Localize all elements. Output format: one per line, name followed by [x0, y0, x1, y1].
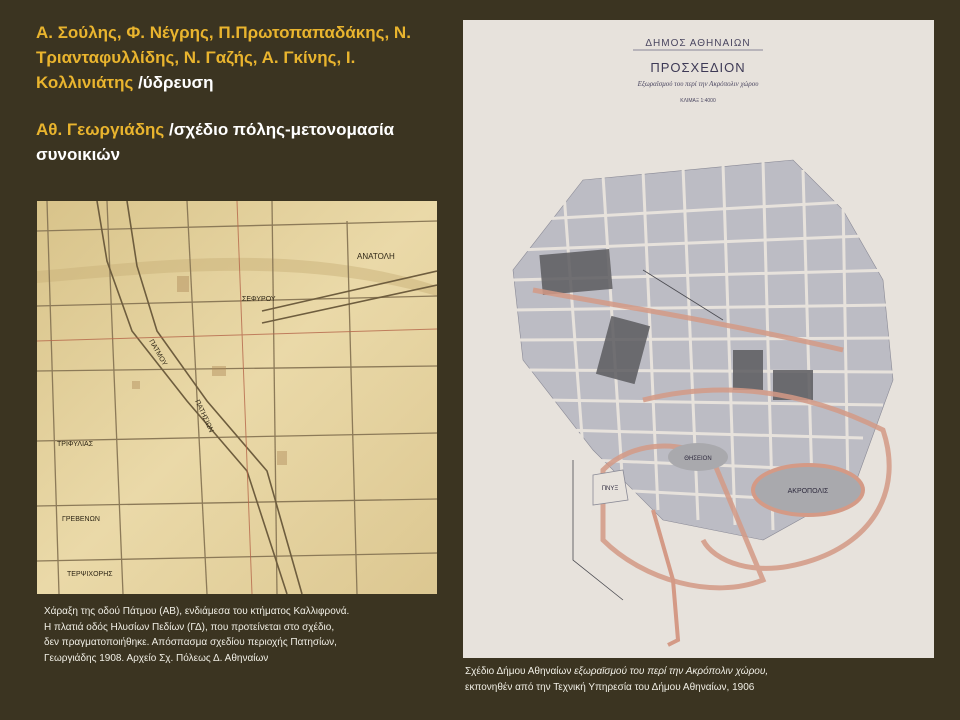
- map-label-sefyrou: ΣΕΦΥΡΟΥ: [242, 296, 276, 303]
- plan-title: ΠΡΟΣΧΕΔΙΟΝ: [650, 60, 746, 75]
- town-plan-topic: /σχέδιο πόλης-μετονομασία συνοικιών: [36, 120, 395, 164]
- plan-header: ΔΗΜΟΣ ΑΘΗΝΑΙΩΝ: [645, 38, 751, 49]
- right-map-caption: [465, 664, 935, 695]
- label-theseion: ΘΗΣΕΙΟΝ: [684, 456, 712, 462]
- map-label-anatoli: ΑΝΑΤΟΛΗ: [357, 252, 395, 261]
- georgiadis-name: Αθ. Γεωργιάδης: [36, 120, 165, 139]
- right-caption-plain: Σχέδιο Δήμου Αθηναίων: [465, 666, 575, 677]
- left-caption-line-1: Χάραξη της οδού Πάτμου (ΑΒ), ενδιάμεσα του κτήματος Καλλιφρονά.: [44, 606, 350, 617]
- plan-subtitle: Εξωραϊσμού του περί την Ακρόπολιν χώρου: [637, 80, 759, 88]
- map-label-patmou: ΠΑΤΜΟΥ: [147, 338, 168, 368]
- label-pnyx: ΠΝΥΞ: [601, 486, 619, 492]
- map-label-grevenon: ΓΡΕΒΕΝΩΝ: [62, 516, 100, 523]
- patission-plan-drawing: [37, 201, 437, 594]
- heading-line-2: [36, 117, 456, 167]
- left-map-caption: [44, 604, 444, 666]
- engineers-names: Α. Σούλης, Φ. Νέγρης, Π.Πρωτοπαπαδάκης, Ν. Τριανταφυλλίδης, Ν. Γαζής, Α. Γκίνης, Ι. Κολλινιάτης: [36, 23, 411, 92]
- map-label-trifylias: ΤΡΙΦΥΛΙΑΣ: [57, 441, 94, 448]
- left-caption-line-4: Γεωργιάδης 1908. Αρχείο Σχ. Πόλεως Δ. Αθηναίων: [44, 652, 269, 664]
- heading-line-1: [36, 20, 456, 95]
- water-supply-topic: /ύδρευση: [133, 73, 214, 92]
- patission-plan-map: [37, 201, 437, 594]
- plan-scale: ΚΛΙΜΑΞ 1:4000: [680, 98, 716, 104]
- slide-heading: [36, 20, 456, 167]
- right-caption-italic: εξωραϊσμού του περί την Ακρόπολιν χώρου,: [574, 666, 769, 677]
- left-caption-line-3: δεν πραγματοποιήθηκε. Απόσπασμα σχεδίου περιοχής Πατησίων,: [44, 637, 337, 648]
- label-acropolis: ΑΚΡΟΠΟΛΙΣ: [787, 488, 829, 495]
- right-caption-line-2: εκπονηθέν από την Τεχνική Υπηρεσία του Δήμου Αθηναίων, 1906: [465, 681, 755, 693]
- map-label-terpsichoris: ΤΕΡΨΙΧΟΡΗΣ: [67, 571, 113, 578]
- acropolis-plan-drawing: [463, 20, 934, 658]
- map-label-patission: ΠΑΤΗΣΙΩΝ: [193, 398, 215, 434]
- right-caption-line-1: [465, 664, 935, 680]
- left-caption-line-2: Η πλατιά οδός Ηλυσίων Πεδίων (ΓΔ), που προτείνεται στο σχέδιο,: [44, 621, 335, 633]
- acropolis-plan-map: [463, 20, 934, 658]
